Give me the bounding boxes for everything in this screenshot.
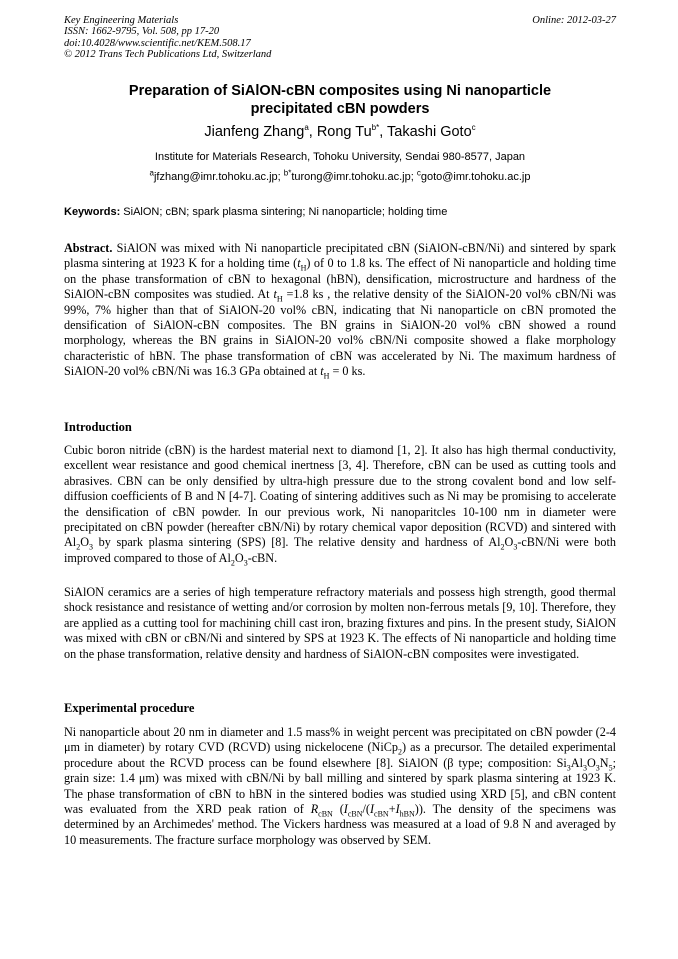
email-1: jfzhang@imr.tohoku.ac.jp; — [153, 171, 284, 183]
author-3: Takashi Goto — [387, 124, 472, 140]
text: N — [599, 755, 609, 770]
text: ) as a precursor. The detailed experimental procedure about the RCVD process can be found elsewhere [8]. SiAlON (β type; composition: Si — [64, 740, 616, 770]
author-sep: , — [308, 124, 317, 140]
paper-title — [64, 82, 616, 118]
copyright-line: © 2012 Trans Tech Publications Ltd, Switzerland — [64, 49, 272, 61]
var: I — [343, 802, 348, 817]
sub: 2 — [500, 542, 505, 552]
email-2: turong@imr.tohoku.ac.jp; — [291, 171, 417, 183]
text: O — [504, 535, 514, 550]
introduction-paragraph-1 — [64, 443, 616, 566]
author-sep: , — [379, 124, 388, 140]
text: ( — [332, 802, 344, 817]
abstract — [64, 241, 616, 380]
sub: 3 — [89, 542, 93, 552]
sub: 3 — [566, 763, 571, 773]
text: O — [234, 550, 244, 565]
sub: 3 — [243, 558, 248, 568]
sub: 3 — [513, 542, 518, 552]
abstract-text: SiAlON was mixed with Ni nanoparticle precipitated cBN (SiAlON-cBN/Ni) and sintered by spark plasma sintering at 1923 K for a holding time ( — [64, 241, 616, 271]
var: I — [369, 802, 375, 817]
var-t: t — [297, 256, 301, 271]
author-list — [64, 123, 616, 141]
author-2-mark: b* — [371, 123, 380, 133]
sub: cBN — [347, 809, 363, 819]
author-2: Rong Tu — [316, 124, 372, 140]
var: R — [310, 802, 319, 817]
abstract-text: = 0 ks. — [329, 364, 366, 379]
experimental-paragraph — [64, 725, 616, 848]
introduction-heading: Introduction — [64, 420, 132, 434]
abstract-text: ) of 0 to 1.8 ks. The effect of Ni nanoparticle and holding time on the phase transformation of cBN to hexagonal (hBN), densification, microstructure and hardness of the SiAlON-cBN composites was studied. At — [64, 256, 616, 302]
var-t: t — [320, 364, 324, 379]
author-1-mark: a — [304, 123, 309, 133]
sub: 5 — [608, 763, 613, 773]
keywords-text: SiAlON; cBN; spark plasma sintering; Ni nanoparticle; holding time — [120, 206, 448, 218]
paragraph — [64, 443, 616, 566]
title-line-1: Preparation of SiAlON-cBN composites using Ni nanoparticle — [128, 83, 552, 99]
author-1: Jianfeng Zhang — [204, 124, 305, 140]
online-date: Online: 2012-03-27 — [532, 15, 616, 26]
keywords-label: Keywords: — [64, 206, 121, 218]
sub: 2 — [76, 542, 81, 552]
keywords — [64, 205, 616, 219]
affiliation: Institute for Materials Research, Tohoku University, Sendai 980-8577, Japan — [154, 151, 526, 163]
text: )). The density of the specimens was determined by an Archimedes' method. The Vickers hardness was measured at a load of 9.8 N and averaged by 10 measurements. The fracture surface morphology was observed by SEM. — [64, 802, 616, 847]
sub: cBN — [374, 809, 389, 819]
email-3: goto@imr.tohoku.ac.jp — [420, 171, 531, 183]
doi-line: doi:10.4028/www.scientific.net/KEM.508.17 — [64, 37, 251, 49]
sub: hBN — [399, 809, 415, 819]
var-sub: H — [276, 294, 283, 304]
introduction-paragraph-2 — [64, 585, 616, 662]
paragraph — [64, 725, 616, 848]
email-mark: c — [416, 168, 421, 178]
text: ; grain size: 1.4 μm) was mixed with cBN/Ni by ball milling and sintered by spark plasma sintering at 1923 K. The phase transformation of cBN to hBN in the sintered bodies was studied using XRD [5], and cBN content was evaluated from the XRD peak ration of — [64, 755, 616, 817]
abstract-paragraph — [64, 241, 616, 380]
experimental-heading: Experimental procedure — [64, 701, 195, 715]
var-sub: H — [300, 263, 307, 273]
paragraph: SiAlON ceramics are a series of high temperature refractory materials and possess high strength, good thermal shock resistance and resistance of wetting and/or corrosion by molten non-ferrous metals [9, 10]. Therefore, they are applied as a cutting tool for machining chill cast iron, brazing fixtures and pins. In the present study, SiAlON was mixed with cBN or cBN/Ni and sintered by SPS at 1923 K. The effects of Ni nanoparticle and holding time on the phase transformation, relative density and hardness of SiAlON-cBN composites were investigated. — [64, 585, 616, 661]
text: /( — [362, 802, 370, 817]
text: O — [80, 535, 89, 550]
text: -cBN/Ni were both improved compared to those of Al — [64, 535, 616, 565]
sub: 2 — [230, 558, 235, 568]
var-sub: H — [323, 371, 330, 381]
abstract-label: Abstract. — [64, 241, 113, 255]
author-3-mark: c — [471, 123, 476, 133]
journal-name: Key Engineering Materials — [64, 15, 179, 26]
title-line-2: precipitated cBN powders — [250, 101, 430, 117]
journal-header — [64, 15, 616, 61]
var: I — [395, 802, 400, 817]
text: O — [586, 755, 596, 770]
email-mark: a — [149, 168, 154, 178]
sub: 3 — [582, 763, 587, 773]
text: -cBN. — [247, 550, 278, 565]
text: Al — [570, 755, 583, 770]
var-t: t — [273, 287, 277, 302]
issn-line: ISSN: 1662-9795, Vol. 508, pp 17-20 — [64, 26, 220, 38]
author-emails — [64, 170, 616, 184]
sub: cBN — [318, 809, 333, 819]
text: Ni nanoparticle about 20 nm in diameter and 1.5 mass% in weight percent was precipitated on cBN powder (2-4 μm in diameter) by rotary CVD (RCVD) using nickelocene (NiCp — [64, 725, 616, 755]
sub: 3 — [595, 763, 600, 773]
email-mark: b* — [283, 168, 292, 178]
sub: 2 — [397, 747, 402, 757]
text: Cubic boron nitride (cBN) is the hardest material next to diamond [1, 2]. It also has high thermal conductivity, excellent wear resistance and good chemical inertness [3, 4]. Therefore, cBN can be used as cutting tools and abrasives. CBN can be only densified by ultra-high pressure due to the strong covalent bond and low self-diffusion coefficients of B and N [4-7]. Coating of sintering additives such as Ni may be promising to accelerate the densification of cBN powder. In our previous work, Ni nanoparitcles 10-100 nm in diameter were precipitated on cBN powder (hereafter cBN/Ni) by rotary chemical vapor deposition (RCVD) and sintered with Al — [64, 443, 616, 550]
text: by spark plasma sintering (SPS) [8]. The relative density and hardness of Al — [93, 535, 501, 550]
text: + — [388, 802, 396, 817]
abstract-text: =1.8 ks , the relative density of the SiAlON-20 vol% cBN/Ni was 99%, 7% higher than that of SiAlON-20 vol% cBN, indicating that Ni nanoparticle on cBN promoted the densification of SiAlON-cBN composites. The BN grains in SiAlON-20 vol% cBN showed a round morphology, whereas the BN grains in SiAlON-20 vol% cBN/Ni composite showed a flake morphology characteristic of hBN. The phase transformation of cBN was accelerated by Ni. The maximum hardness of SiAlON-20 vol% cBN/Ni was 16.3 GPa obtained at — [64, 287, 616, 379]
